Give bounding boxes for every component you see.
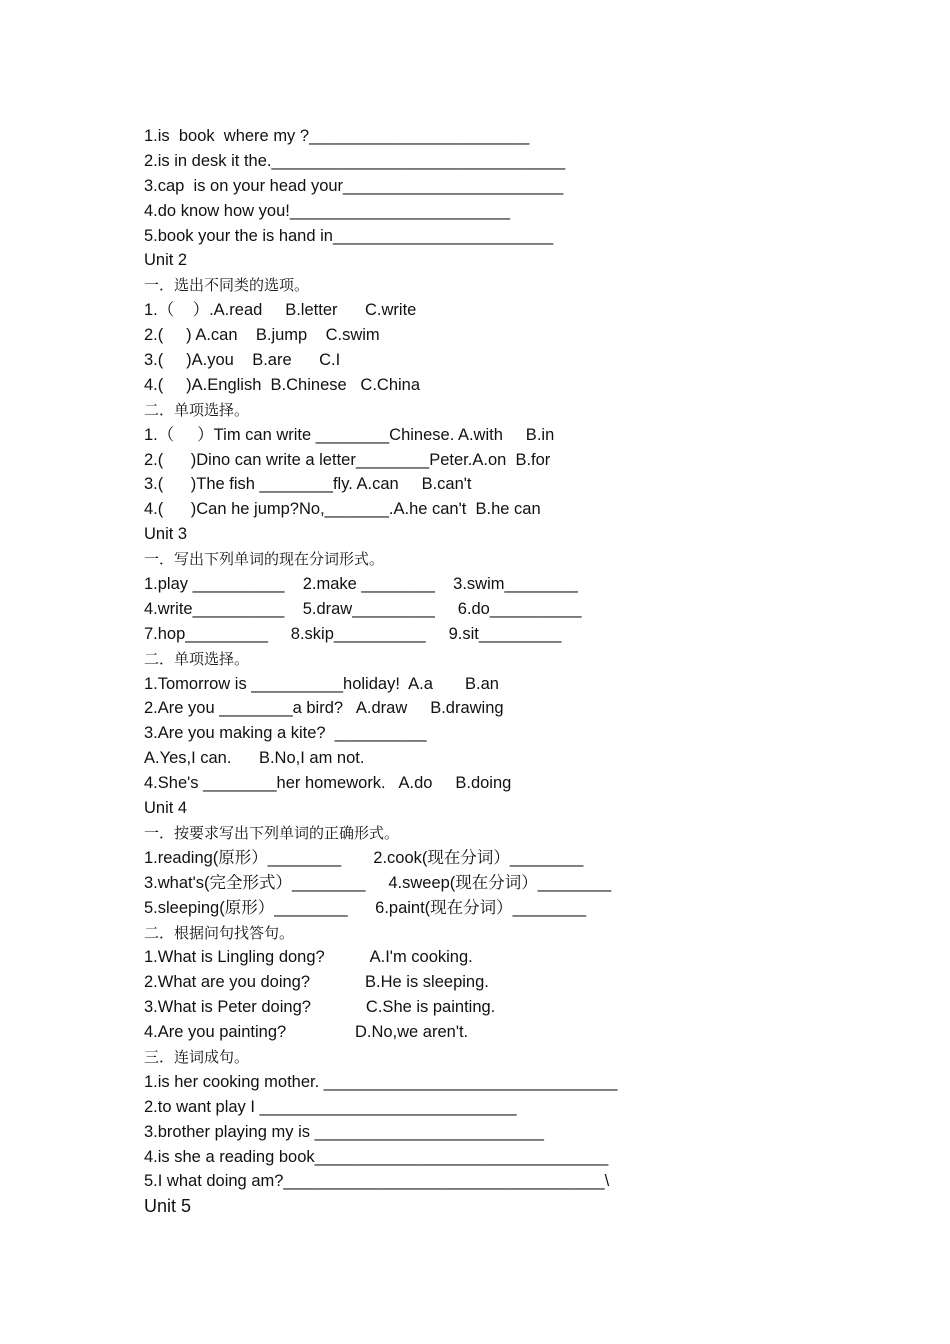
worksheet-line: 二．单项选择。 (144, 400, 250, 419)
worksheet-line: 5.book your the is hand in________________________ (144, 226, 554, 245)
worksheet-line: 3.brother playing my is _________________________ (144, 1122, 544, 1141)
worksheet-line: 2.to want play I ____________________________ (144, 1097, 517, 1116)
worksheet-line: 3.What is Peter doing? C.She is painting. (144, 998, 496, 1017)
worksheet-line: 1.is her cooking mother. ________________________________ (144, 1072, 618, 1091)
worksheet-line: 3.what's(完全形式）________ 4.sweep(现在分词）________ (144, 873, 612, 892)
worksheet-line: 4.( )A.English B.Chinese C.China (144, 375, 421, 394)
worksheet-line: 一．按要求写出下列单词的正确形式。 (144, 823, 400, 842)
worksheet-page (144, 124, 904, 1219)
worksheet-line: 二．单项选择。 (144, 649, 250, 668)
worksheet-line: 二．根据问句找答句。 (144, 923, 295, 942)
worksheet-line: 一．写出下列单词的现在分词形式。 (144, 550, 385, 569)
worksheet-line: 1.（ ）.A.read B.letter C.write (144, 301, 417, 320)
worksheet-line: 1.is book where my ?________________________ (144, 127, 530, 145)
worksheet-line: Unit 3 (144, 525, 188, 544)
worksheet-line: 1.play __________ 2.make ________ 3.swim________ (144, 575, 578, 594)
worksheet-line: 3.cap is on your head your________________________ (144, 176, 564, 195)
worksheet-line: 1.（ ）Tim can write ________Chinese. A.with B.in (144, 425, 555, 444)
worksheet-line: 4.Are you painting? D.No,we aren't. (144, 1023, 469, 1042)
worksheet-line: 4.write__________ 5.draw_________ 6.do__________ (144, 599, 582, 618)
worksheet-line: 4.She's ________her homework. A.do B.doing (144, 774, 512, 793)
worksheet-line: 2.( ) A.can B.jump C.swim (144, 326, 380, 345)
worksheet-line: 三．连词成句。 (144, 1047, 250, 1066)
worksheet-line: 1.reading(原形）________ 2.cook(现在分词）________ (144, 848, 584, 867)
worksheet-line: 5.sleeping(原形）________ 6.paint(现在分词）________ (144, 898, 587, 917)
worksheet-line: 3.( )The fish ________fly. A.can B.can't (144, 475, 472, 494)
worksheet-line: 4.is she a reading book________________________________ (144, 1147, 609, 1166)
worksheet-line: 4.do know how you!________________________ (144, 201, 511, 220)
worksheet-line: 2.What are you doing? B.He is sleeping. (144, 973, 489, 992)
worksheet-line: 1.What is Lingling dong? A.I'm cooking. (144, 948, 473, 967)
worksheet-line: 4.( )Can he jump?No,_______.A.he can't B.he can (144, 500, 541, 519)
worksheet-line: 1.Tomorrow is __________holiday! A.a B.an (144, 674, 499, 693)
worksheet-line: Unit 5 (144, 1196, 192, 1217)
worksheet-line: 2.( )Dino can write a letter________Peter.A.on B.for (144, 450, 551, 469)
worksheet-line: Unit 4 (144, 799, 188, 818)
worksheet-line: Unit 2 (144, 251, 188, 270)
worksheet-line: 5.I what doing am?___________________________________\ (144, 1172, 610, 1191)
worksheet-line: 2.Are you ________a bird? A.draw B.drawing (144, 699, 504, 718)
worksheet-line: 3.Are you making a kite? __________ (144, 724, 427, 743)
worksheet-line: 3.( )A.you B.are C.I (144, 351, 341, 370)
worksheet-line: A.Yes,I can. B.No,I am not. (144, 749, 365, 768)
worksheet-line: 2.is in desk it the.________________________________ (144, 151, 566, 170)
worksheet-line: 7.hop_________ 8.skip__________ 9.sit_________ (144, 624, 562, 643)
worksheet-line: 一．选出不同类的选项。 (144, 276, 310, 295)
